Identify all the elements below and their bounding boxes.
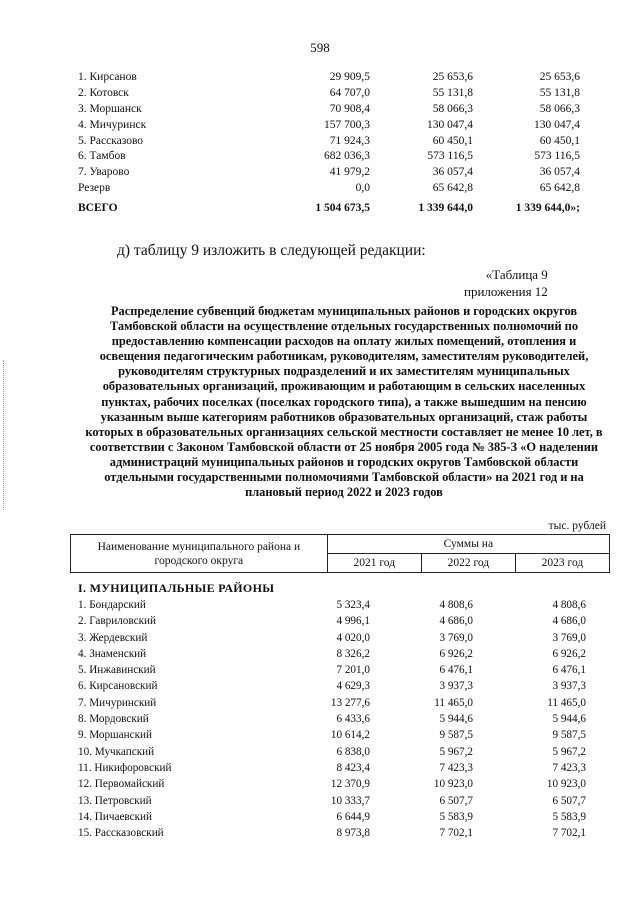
previous-table bbox=[78, 70, 618, 217]
value-2023: 3 769,0 bbox=[552, 631, 586, 644]
value-2021: 70 908,4 bbox=[329, 102, 370, 115]
row-name: 2. Котовск bbox=[78, 86, 129, 99]
value-2022: 55 131,8 bbox=[432, 86, 473, 99]
row-name: ВСЕГО bbox=[78, 202, 118, 215]
value-2021: 8 423,4 bbox=[336, 761, 370, 774]
table-row bbox=[78, 711, 618, 727]
value-2023: 6 476,1 bbox=[552, 664, 586, 677]
value-2021: 6 644,9 bbox=[336, 810, 370, 823]
value-2023: 55 131,8 bbox=[539, 86, 580, 99]
total-row bbox=[78, 201, 618, 217]
value-2023: 4 808,6 bbox=[552, 599, 586, 611]
row-name: 3. Моршанск bbox=[78, 102, 142, 115]
value-2023: 573 116,5 bbox=[534, 150, 580, 163]
row-name: 15. Рассказовский bbox=[78, 827, 164, 840]
table-row bbox=[78, 149, 618, 165]
value-2021: 4 996,1 bbox=[336, 615, 370, 628]
table-row bbox=[78, 776, 618, 792]
row-name: 11. Никифоровский bbox=[78, 761, 172, 774]
value-2021: 64 707,0 bbox=[329, 86, 370, 99]
table-row bbox=[78, 597, 618, 613]
section-title: I. МУНИЦИПАЛЬНЫЕ РАЙОНЫ bbox=[78, 581, 275, 595]
value-2022: 6 926,2 bbox=[439, 647, 473, 660]
value-2022: 4 686,0 bbox=[439, 615, 473, 628]
table-row bbox=[78, 102, 618, 118]
value-2022: 25 653,6 bbox=[432, 71, 473, 83]
value-2021: 13 277,6 bbox=[330, 696, 370, 709]
value-2021: 71 924,3 bbox=[329, 134, 370, 147]
value-2022: 6 507,7 bbox=[439, 794, 473, 807]
row-name: 8. Мордовский bbox=[78, 713, 149, 726]
value-2023: 3 937,3 bbox=[552, 680, 586, 693]
value-2021: 4 629,3 bbox=[336, 680, 370, 693]
value-2023: 5 967,2 bbox=[552, 745, 586, 758]
value-2022: 7 702,1 bbox=[439, 827, 473, 840]
value-2021: 6 838,0 bbox=[336, 745, 370, 758]
value-2022: 573 116,5 bbox=[427, 150, 473, 163]
row-name: 14. Пичаевский bbox=[78, 810, 152, 823]
value-2022: 36 057,4 bbox=[432, 166, 473, 179]
value-2021: 0,0 bbox=[355, 182, 370, 195]
table-row bbox=[78, 744, 618, 760]
row-name: 10. Мучкапский bbox=[78, 745, 155, 758]
value-2023: 65 642,8 bbox=[539, 182, 580, 195]
value-2023: 25 653,6 bbox=[539, 71, 580, 83]
value-2022: 10 923,0 bbox=[433, 778, 473, 791]
table-row bbox=[78, 646, 618, 662]
value-2022: 130 047,4 bbox=[427, 118, 473, 131]
value-2022: 65 642,8 bbox=[432, 182, 473, 195]
value-2021: 157 700,3 bbox=[324, 118, 370, 131]
value-2023: 36 057,4 bbox=[539, 166, 580, 179]
value-2023: 10 923,0 bbox=[546, 778, 586, 791]
value-2021: 8 326,2 bbox=[336, 647, 370, 660]
value-2021: 10 614,2 bbox=[330, 729, 370, 742]
row-name: 3. Жердевский bbox=[78, 631, 148, 644]
value-2023: 60 450,1 bbox=[539, 134, 580, 147]
value-2023: 7 702,1 bbox=[552, 827, 586, 840]
value-2023: 9 587,5 bbox=[552, 729, 586, 742]
value-2022: 9 587,5 bbox=[439, 729, 473, 742]
value-2023: 11 465,0 bbox=[547, 696, 586, 709]
row-name: 4. Мичуринск bbox=[78, 118, 147, 131]
unit-label: тыс. рублей bbox=[548, 520, 606, 532]
row-name: 7. Уварово bbox=[78, 166, 130, 179]
row-name: 13. Петровский bbox=[78, 794, 152, 807]
value-2022: 5 583,9 bbox=[439, 810, 473, 823]
row-name: 1. Бондарский bbox=[78, 599, 146, 611]
value-2023: 7 423,3 bbox=[552, 761, 586, 774]
value-2021: 12 370,9 bbox=[330, 778, 370, 791]
value-2021: 10 333,7 bbox=[330, 794, 370, 807]
value-2022: 3 769,0 bbox=[439, 631, 473, 644]
value-2021: 1 504 673,5 bbox=[315, 202, 370, 215]
table-row bbox=[78, 86, 618, 102]
table-row bbox=[78, 662, 618, 678]
table-row bbox=[78, 793, 618, 809]
value-2022: 5 944,6 bbox=[439, 713, 473, 726]
header-year-2021: 2021 год bbox=[327, 554, 421, 573]
value-2023: 6 926,2 bbox=[552, 647, 586, 660]
value-2021: 29 909,5 bbox=[329, 71, 370, 83]
row-name: 5. Рассказово bbox=[78, 134, 144, 147]
table-row bbox=[78, 727, 618, 743]
table-row bbox=[78, 695, 618, 711]
table-row bbox=[78, 760, 618, 776]
table-row bbox=[78, 165, 618, 181]
table-row bbox=[78, 825, 618, 841]
value-2022: 4 808,6 bbox=[439, 599, 473, 611]
value-2022: 11 465,0 bbox=[434, 696, 473, 709]
value-2023: 5 583,9 bbox=[552, 810, 586, 823]
table-row bbox=[78, 613, 618, 629]
table-reference-line1: «Таблица 9 bbox=[485, 267, 548, 282]
table-reference bbox=[464, 266, 548, 300]
row-name: 12. Первомайский bbox=[78, 778, 165, 791]
value-2023: 5 944,6 bbox=[552, 713, 586, 726]
value-2021: 41 979,2 bbox=[329, 166, 370, 179]
value-2022: 58 066,3 bbox=[432, 102, 473, 115]
row-name: 6. Кирсановский bbox=[78, 680, 158, 693]
value-2022: 1 339 644,0 bbox=[418, 202, 473, 215]
value-2021: 4 020,0 bbox=[336, 631, 370, 644]
value-2022: 6 476,1 bbox=[439, 664, 473, 677]
value-2021: 682 036,3 bbox=[324, 150, 370, 163]
header-name-column: Наименование муниципального района и городского округа bbox=[71, 535, 328, 573]
value-2021: 5 323,4 bbox=[336, 599, 370, 611]
value-2023: 58 066,3 bbox=[539, 102, 580, 115]
table-title: Распределение субвенций бюджетам муниципальных районов и городских округов Тамбовской области на осуществление отдельных государственных полномочий по предоставлению компенсации расходов на оплату жилых помещений, отопления и освещения педагогическим работникам, руководителям, заместителям руководителей, руководителям структурных подразделений и их заместителям муниципальных образовательных организаций, проживающим и работающим в сельских населенных пунктах, рабочих поселках (поселках городского типа), а также вышедшим на пенсию указанным выше категориям работников образовательных организаций, стаж работы которых в образовательных организациях сельской местности составляет не менее 10 лет, в соответствии с Законом Тамбовской области от 25 ноября 2005 года № 385-З «О наделении администраций муниципальных районов и городских округов Тамбовской области отдельными государственными полномочиями Тамбовской области» на 2021 год и на плановый период 2022 и 2023 годов bbox=[85, 304, 603, 500]
header-sums: Суммы на bbox=[327, 535, 609, 554]
value-2022: 7 423,3 bbox=[439, 761, 473, 774]
header-year-2023: 2023 год bbox=[515, 554, 609, 573]
table-row bbox=[78, 678, 618, 694]
value-2021: 6 433,6 bbox=[336, 713, 370, 726]
table-row bbox=[78, 181, 618, 197]
value-2022: 5 967,2 bbox=[439, 745, 473, 758]
value-2023: 130 047,4 bbox=[534, 118, 580, 131]
table-row bbox=[78, 70, 618, 86]
row-name: Резерв bbox=[78, 182, 111, 195]
scan-margin-mark bbox=[3, 360, 12, 510]
value-2021: 8 973,8 bbox=[336, 827, 370, 840]
value-2023: 4 686,0 bbox=[552, 615, 586, 628]
value-2023: 6 507,7 bbox=[552, 794, 586, 807]
row-name: 2. Гавриловский bbox=[78, 615, 156, 628]
rows-container bbox=[78, 597, 618, 841]
row-name: 1. Кирсанов bbox=[78, 71, 137, 83]
row-name: 7. Мичуринский bbox=[78, 696, 157, 709]
row-name: 4. Знаменский bbox=[78, 647, 147, 660]
table-row bbox=[78, 134, 618, 150]
table-header bbox=[70, 534, 610, 573]
table-body bbox=[78, 579, 618, 841]
amendment-instruction: д) таблицу 9 изложить в следующей редакции: bbox=[117, 242, 426, 259]
table-row bbox=[78, 118, 618, 134]
page-number: 598 bbox=[310, 40, 330, 55]
row-name: 9. Моршанский bbox=[78, 729, 152, 742]
value-2023: 1 339 644,0»; bbox=[515, 202, 580, 215]
value-2022: 3 937,3 bbox=[439, 680, 473, 693]
value-2022: 60 450,1 bbox=[432, 134, 473, 147]
row-name: 6. Тамбов bbox=[78, 150, 126, 163]
table-row bbox=[78, 809, 618, 825]
value-2021: 7 201,0 bbox=[336, 664, 370, 677]
header-year-2022: 2022 год bbox=[421, 554, 515, 573]
table-row bbox=[78, 630, 618, 646]
row-name: 5. Инжавинский bbox=[78, 664, 156, 677]
table-reference-line2: приложения 12 bbox=[464, 284, 548, 299]
